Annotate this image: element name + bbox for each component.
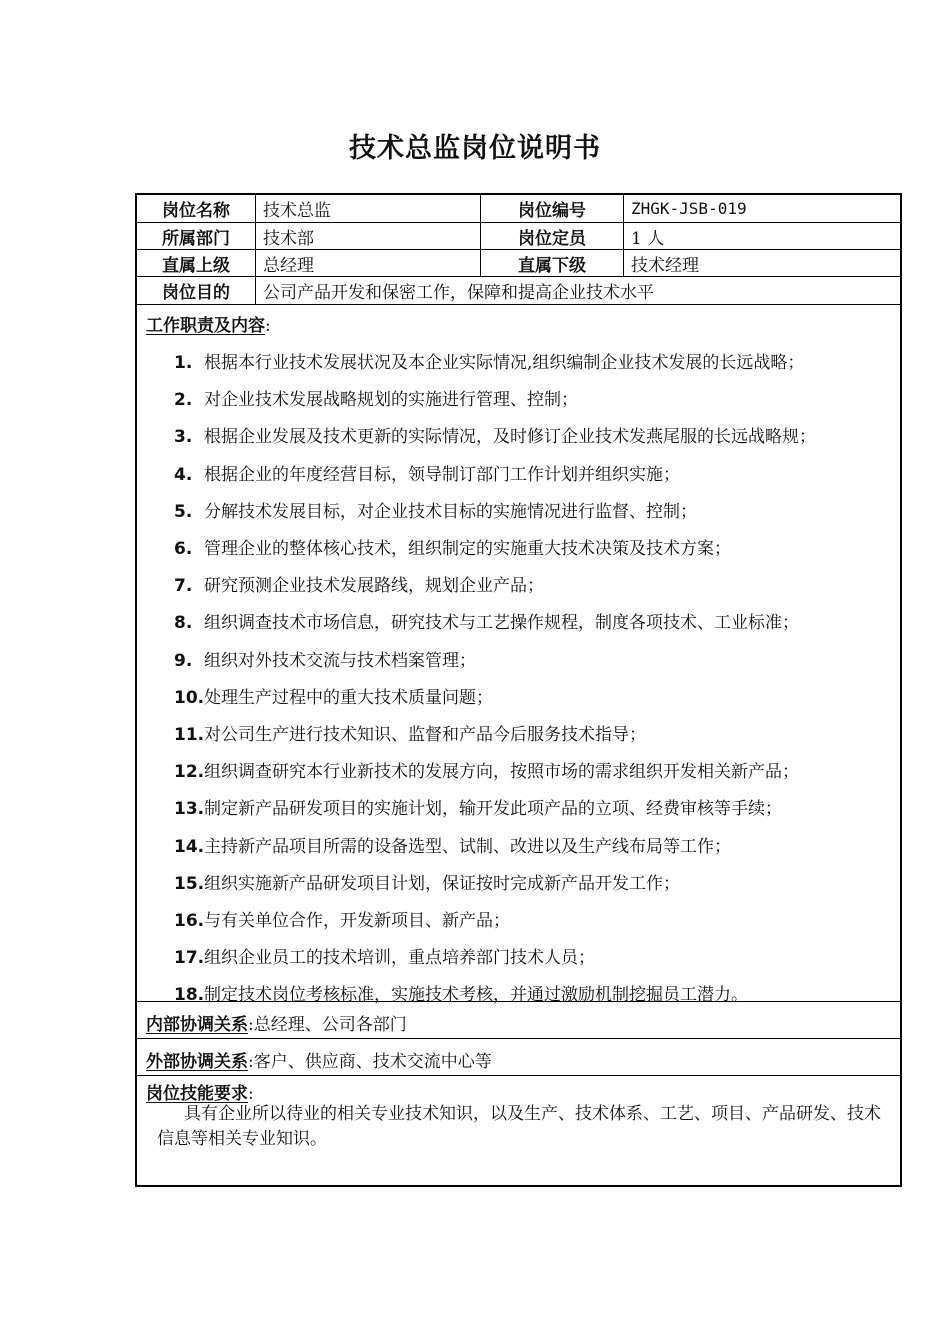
duty-text: 分解技术发展目标，对企业技术目标的实施情况进行监督、控制； [204, 501, 697, 522]
department-value: 技术部 [263, 228, 314, 249]
internal-relations-row [137, 1002, 900, 1039]
external-relations-row [137, 1039, 900, 1076]
duty-item [174, 906, 510, 931]
duty-number: 16. [174, 911, 205, 931]
subordinate-label: 直属下级 [518, 255, 586, 276]
position-name-value: 技术总监 [263, 201, 331, 221]
purpose-label: 岗位目的 [162, 283, 230, 303]
duty-text: 与有关单位合作，开发新项目、新产品； [204, 911, 510, 931]
job-description-form [135, 193, 902, 1187]
duty-text: 根据本行业技术发展状况及本企业实际情况,组织编制企业技术发展的长远战略； [204, 353, 805, 373]
purpose-value: 公司产品开发和保密工作，保障和提高企业技术水平 [263, 283, 654, 303]
duty-number: 6. [174, 539, 193, 559]
duty-text: 研究预测企业技术发展路线，规划企业产品； [204, 576, 544, 597]
duty-text: 根据企业的年度经营目标，领导制订部门工作计划并组织实施； [204, 464, 680, 485]
duty-number: 14. [174, 836, 205, 857]
duty-number: 7. [174, 576, 193, 597]
duty-number: 5. [174, 501, 193, 522]
headcount-value: 1 人 [631, 228, 665, 249]
duty-item [174, 385, 578, 410]
duty-number: 12. [174, 762, 205, 783]
position-name-label: 岗位名称 [162, 201, 230, 221]
duties-heading-label: 工作职责及内容 [146, 316, 265, 336]
external-relations-label: 外部协调关系 [146, 1052, 248, 1072]
internal-relations [146, 1010, 407, 1035]
subordinate-value: 技术经理 [631, 255, 699, 276]
duty-item [174, 794, 782, 819]
skills-heading-colon: : [248, 1084, 254, 1104]
skills-text: 具有企业所以待业的相关专业技术知识，以及生产、技术体系、工艺、项目、产品研发、技术信息等相关专业知识。 [157, 1104, 881, 1149]
duty-number: 9. [174, 650, 193, 671]
duty-text: 组织调查研究本行业新技术的发展方向，按照市场的需求组织开发相关新产品； [204, 762, 799, 783]
external-relations-colon: : [248, 1052, 254, 1072]
duty-number: 10. [174, 687, 205, 708]
duty-number: 13. [174, 799, 205, 820]
duty-number: 17. [174, 948, 205, 969]
duty-text: 制定新产品研发项目的实施计划，输开发此项产品的立项、经费审核等手续； [204, 799, 782, 820]
duties-heading-colon: : [265, 316, 271, 336]
duty-text: 对公司生产进行技术知识、监督和产品今后服务技术指导； [204, 725, 646, 745]
duty-text: 组织实施新产品研发项目计划，保证按时完成新产品开发工作； [204, 873, 680, 894]
duty-number: 3. [174, 427, 193, 448]
duties-section [137, 305, 900, 1006]
superior-value: 总经理 [263, 255, 314, 276]
duty-text: 主持新产品项目所需的设备选型、试制、改进以及生产线布局等工作； [204, 836, 731, 857]
headcount-label: 岗位定员 [518, 228, 586, 249]
external-relations [146, 1047, 492, 1072]
position-code-value: ZHGK-JSB-019 [631, 199, 747, 218]
duty-number: 8. [174, 613, 193, 634]
duty-item [174, 608, 799, 633]
duty-item [174, 534, 731, 559]
info-row-reporting [137, 250, 900, 277]
duty-text: 处理生产过程中的重大技术质量问题； [204, 687, 493, 708]
internal-relations-value: 总经理、公司各部门 [253, 1015, 407, 1035]
duty-number: 15. [174, 873, 205, 894]
info-row-purpose [137, 277, 900, 305]
duty-number: 11. [174, 725, 205, 745]
duty-number: 4. [174, 464, 193, 485]
duty-text: 根据企业发展及技术更新的实际情况，及时修订企业技术发燕尾服的长远战略规； [204, 427, 816, 448]
duty-text: 对企业技术发展战略规划的实施进行管理、控制； [204, 390, 578, 411]
superior-label: 直属上级 [162, 255, 230, 276]
skills-heading [146, 1079, 254, 1104]
duty-item [174, 943, 595, 968]
position-code-label: 岗位编号 [518, 201, 586, 221]
duty-number: 1. [174, 353, 193, 373]
duty-number: 2. [174, 390, 193, 411]
page-title: 技术总监岗位说明书 [349, 133, 601, 164]
duty-item [174, 869, 680, 894]
duty-item [174, 348, 804, 373]
info-row-dept [137, 223, 900, 250]
duty-text: 组织企业员工的技术培训，重点培养部门技术人员； [204, 948, 595, 969]
skills-section [137, 1076, 900, 1185]
internal-relations-label: 内部协调关系 [146, 1015, 248, 1035]
duty-text: 组织对外技术交流与技术档案管理； [204, 650, 476, 671]
duty-item [174, 757, 799, 782]
external-relations-value: 客户、供应商、技术交流中心等 [253, 1052, 492, 1072]
duty-number: 18. [174, 985, 205, 1006]
duty-item [174, 497, 697, 522]
department-label: 所属部门 [162, 228, 230, 249]
duty-text: 管理企业的整体核心技术，组织制定的实施重大技术决策及技术方案； [204, 539, 731, 559]
duty-item [174, 720, 646, 745]
duty-text: 制定技术岗位考核标准，实施技术考核，并通过激励机制挖掘员工潜力。 [204, 985, 748, 1006]
duty-text: 组织调查技术市场信息，研究技术与工艺操作规程，制度各项技术、工业标准； [204, 613, 799, 634]
duty-item [174, 832, 731, 857]
skills-heading-label: 岗位技能要求 [146, 1084, 248, 1104]
info-row-name [137, 195, 900, 223]
duty-item [174, 460, 680, 485]
duty-item [174, 571, 544, 596]
duty-item [174, 646, 476, 671]
internal-relations-colon: : [248, 1015, 254, 1035]
duty-item [174, 683, 493, 708]
duties-heading [146, 311, 271, 336]
duty-item [174, 422, 816, 447]
